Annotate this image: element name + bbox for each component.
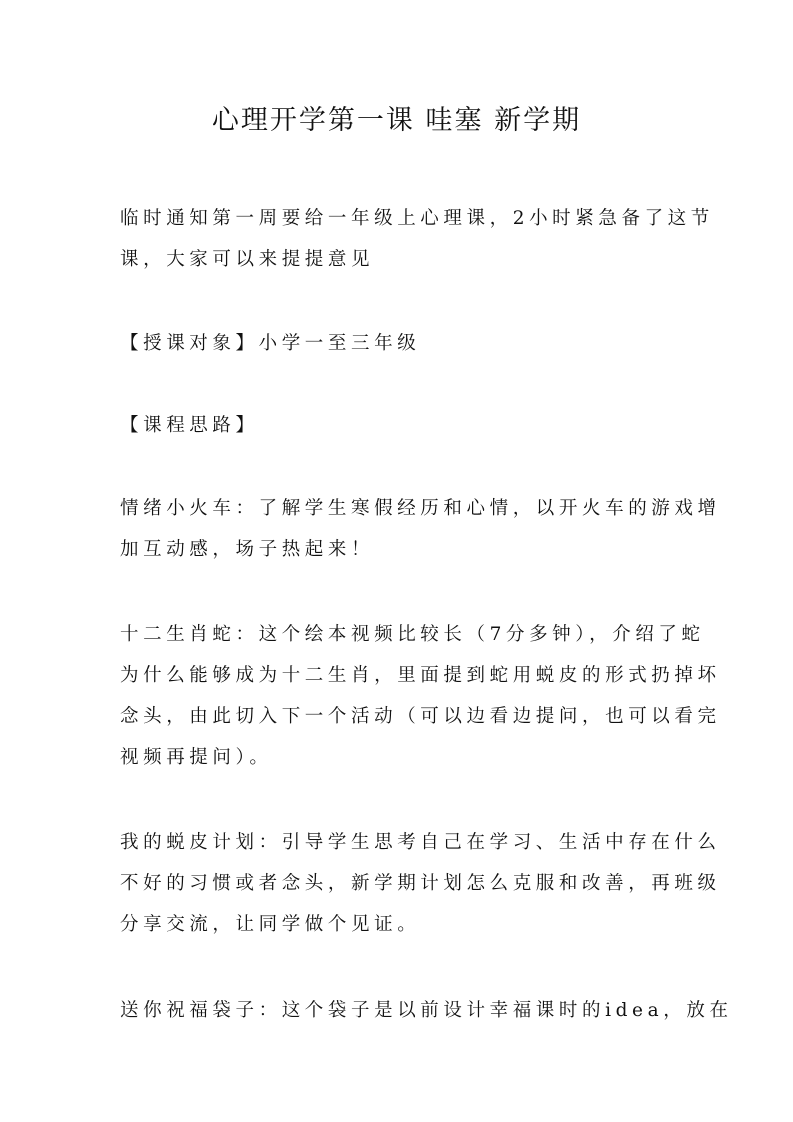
paragraph-audience — [120, 323, 700, 364]
text-line: 分享交流，让同学做个见证。 — [120, 914, 421, 935]
text-line: 我的蜕皮计划：引导学生思考自己在学习、生活中存在什么 — [120, 832, 721, 853]
text-line: 【课程思路】 — [120, 415, 259, 436]
text-line: 临时通知第一周要给一年级上心理课，2小时紧急备了这节 — [120, 208, 714, 229]
paragraph-blessing-bag — [120, 990, 733, 1031]
text-line: 课，大家可以来提提意见 — [120, 249, 375, 270]
text-line: 念头，由此切入下一个活动（可以边看边提问，也可以看完 — [120, 706, 721, 727]
paragraph-zodiac-snake — [120, 614, 721, 778]
paragraph-emotion-train — [120, 488, 721, 570]
paragraph-course-idea-heading — [120, 405, 700, 446]
text-line: 为什么能够成为十二生肖，里面提到蛇用蜕皮的形式扔掉坏 — [120, 665, 721, 686]
text-line: 不好的习惯或者念头，新学期计划怎么克服和改善，再班级 — [120, 873, 721, 894]
paragraph-molting-plan — [120, 822, 721, 945]
text-line: 送你祝福袋子：这个袋子是以前设计幸福课时的idea，放在 — [120, 1000, 733, 1021]
paragraph-intro — [120, 198, 714, 280]
text-line: 【授课对象】小学一至三年级 — [120, 333, 421, 354]
text-line: 十二生肖蛇：这个绘本视频比较长（7分多钟），介绍了蛇 — [120, 624, 705, 645]
document-title: 心理开学第一课 哇塞 新学期 — [211, 105, 582, 136]
text-line: 情绪小火车：了解学生寒假经历和心情，以开火车的游戏增 — [120, 498, 721, 519]
text-line: 加互动感，场子热起来！ — [120, 539, 375, 560]
text-line: 视频再提问）。 — [120, 747, 273, 768]
